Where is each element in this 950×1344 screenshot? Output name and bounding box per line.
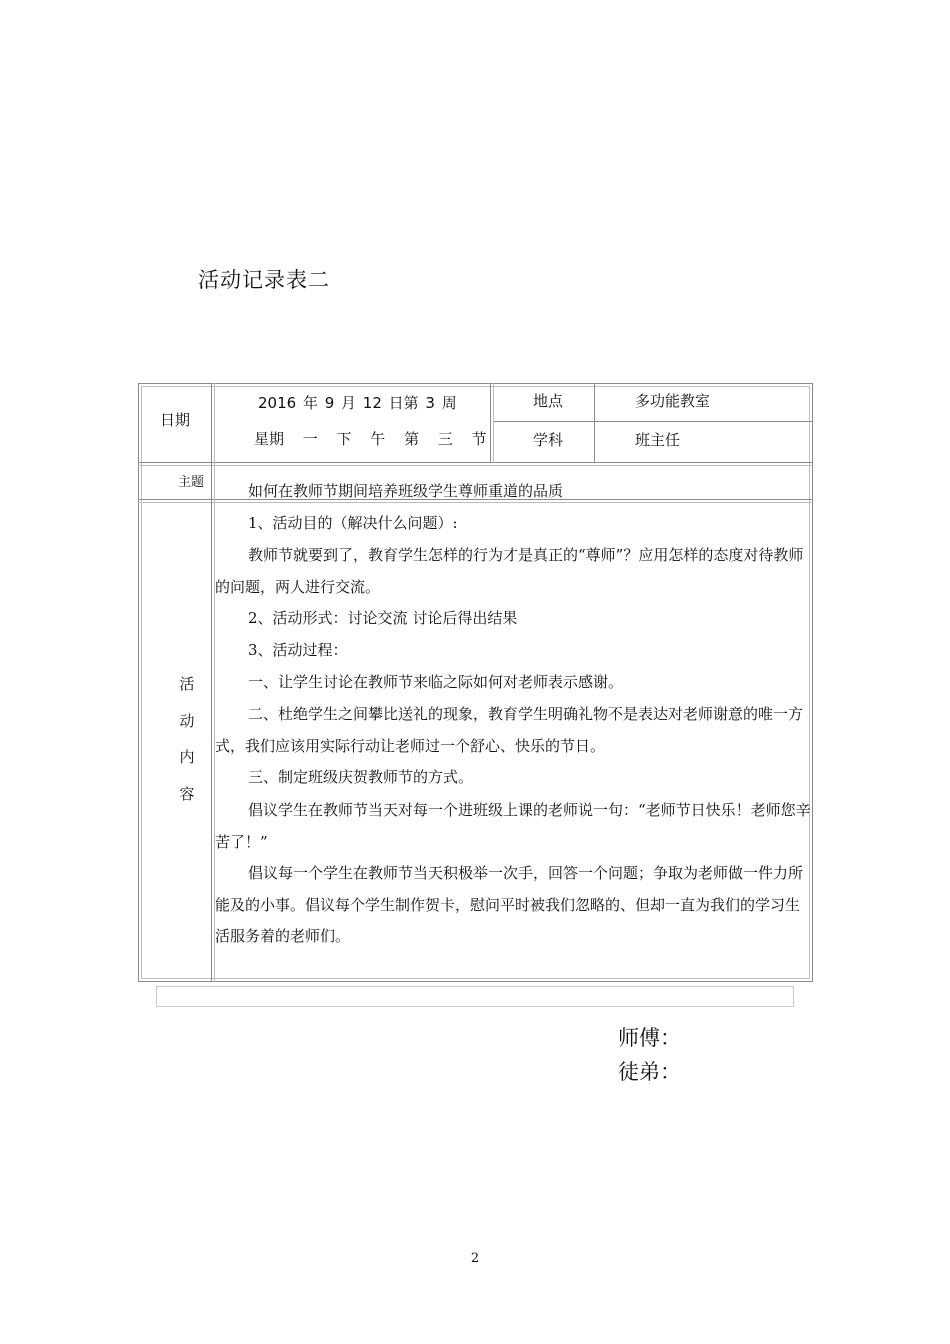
content-paragraph-form: 2、活动形式：讨论交流 讨论后得出结果 (248, 609, 518, 627)
subject-value: 班主任 (635, 431, 681, 449)
col-divider-date-2 (493, 383, 494, 463)
empty-row-box (156, 986, 794, 1007)
page-number: 2 (470, 1251, 480, 1266)
row-divider-date (138, 462, 813, 463)
page-title: 活动记录表二 (198, 268, 330, 292)
content-paragraph-purpose-heading: 1、活动目的（解决什么问题）: (248, 514, 458, 532)
date-line-1: 2016 年 9 月 12 日第 3 周 (258, 394, 457, 412)
content-paragraph-step-1: 一、让学生讨论在教师节来临之际如何对老师表示感谢。 (248, 673, 624, 691)
date-line-2: 星期 一 下 午 第 三 节 (254, 430, 487, 448)
content-label-char-3: 内 (179, 748, 195, 766)
content-paragraph-step-2: 二、杜绝学生之间攀比送礼的现象，教育学生明确礼物不是表达对老师谢意的唯一方式，我们应该用实际行动让老师过一个舒心、快乐的节日。 (215, 705, 804, 755)
theme-label: 主题 (178, 475, 205, 490)
master-signature: 师傅： (618, 1026, 681, 1050)
content-paragraph-step-3: 三、制定班级庆贺教师节的方式。 (248, 768, 474, 786)
subject-label: 学科 (533, 431, 564, 449)
content-paragraph-purpose: 教师节就要到了，教育学生怎样的行为才是真正的“尊师”？应用怎样的态度对待教师的问题，两人进行交流。 (215, 546, 804, 596)
theme-value: 如何在教师节期间培养班级学生尊师重道的品质 (248, 482, 564, 500)
col-divider-label (211, 383, 212, 982)
row-divider-location (493, 421, 813, 422)
row-divider-date-2 (138, 465, 813, 466)
col-divider-date (490, 383, 491, 463)
location-label: 地点 (533, 392, 564, 410)
content-label-char-1: 活 (179, 675, 195, 693)
col-divider-location (594, 383, 595, 463)
date-label: 日期 (160, 411, 191, 429)
row-divider-theme-2 (138, 502, 813, 503)
apprentice-signature: 徒弟： (618, 1060, 681, 1084)
content-paragraph-process-heading: 3、活动过程： (248, 641, 348, 659)
location-value: 多功能教室 (635, 392, 711, 410)
content-paragraph-proposal-1: 倡议学生在教师节当天对每一个进班级上课的老师说一句：“老师节日快乐！老师您辛苦了！” (215, 801, 811, 851)
content-paragraph-proposal-2: 倡议每一个学生在教师节当天积极举一次手，回答一个问题；争取为老师做一件力所能及的小事。倡议每个学生制作贺卡，慰问平时被我们忽略的、但却一直为我们的学习生活服务着的老师们。 (215, 864, 804, 945)
content-label-char-4: 容 (179, 785, 195, 803)
content-label-char-2: 动 (179, 712, 195, 730)
